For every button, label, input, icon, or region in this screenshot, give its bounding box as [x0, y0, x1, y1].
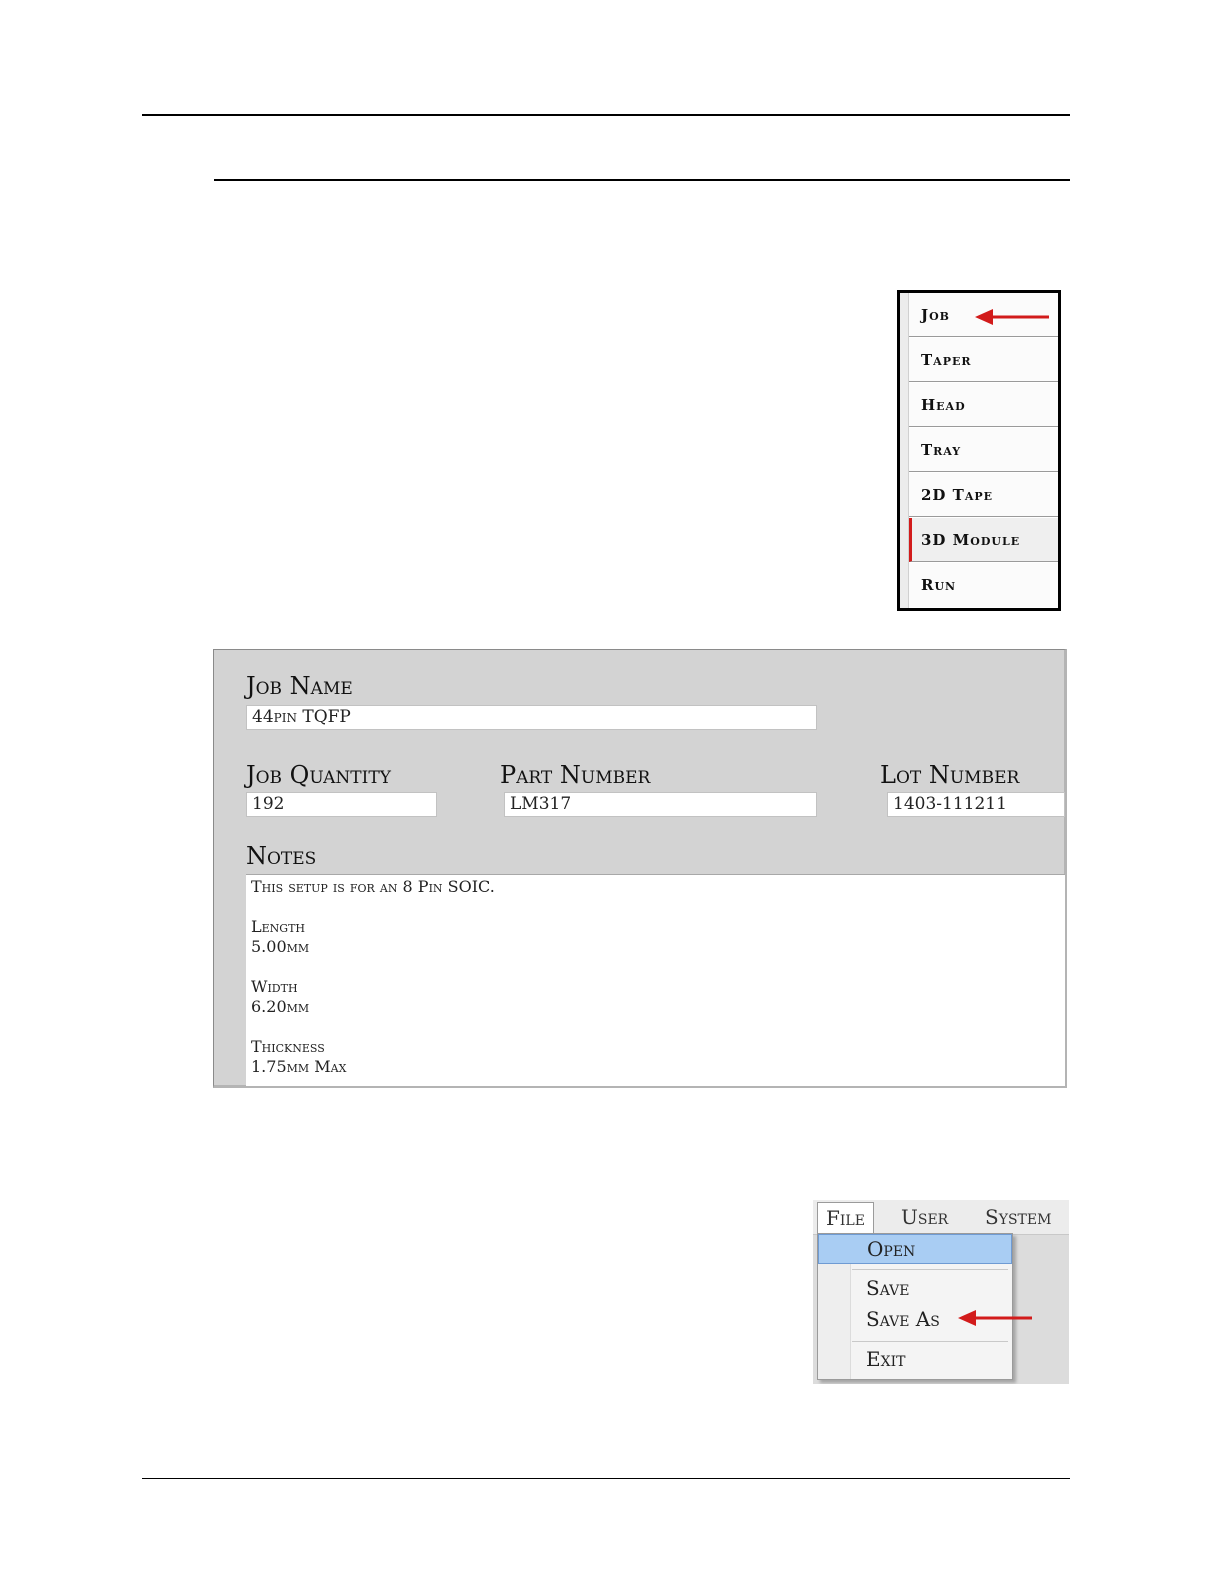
notes-line: 6.20mm [251, 997, 310, 1016]
menu-separator [852, 1341, 1008, 1342]
notes-line: 5.00mm [251, 937, 310, 956]
arrow-icon [975, 306, 1051, 328]
nav-item-job[interactable]: Job [909, 293, 1058, 337]
menu-item-open[interactable]: Open [818, 1234, 1012, 1264]
nav-item-head[interactable]: Head [909, 383, 1058, 427]
menu-file[interactable]: File [817, 1202, 874, 1235]
notes-textarea[interactable] [246, 874, 1065, 1086]
nav-item-2d-tape[interactable]: 2D Tape [909, 473, 1058, 517]
notes-line: 1.75mm Max [251, 1057, 347, 1076]
menu-separator [852, 1269, 1008, 1270]
menu-item-exit[interactable]: Exit [866, 1347, 906, 1371]
arrow-icon [958, 1307, 1034, 1329]
job-quantity-input[interactable]: 192 [246, 792, 437, 817]
menu-item-save-as[interactable]: Save As [866, 1307, 940, 1331]
header-rule-section [214, 179, 1070, 181]
part-number-label: Part Number [500, 761, 651, 789]
nav-item-taper[interactable]: Taper [909, 338, 1058, 382]
menu-system[interactable]: System [985, 1205, 1052, 1229]
header-rule-top [142, 114, 1070, 116]
menu-item-save[interactable]: Save [866, 1276, 910, 1300]
side-nav-menu [897, 290, 1061, 611]
job-form-panel [213, 649, 1067, 1088]
lot-number-input[interactable]: 1403-111211 [887, 792, 1065, 817]
notes-label: Notes [246, 842, 317, 870]
job-quantity-label: Job Quantity [246, 761, 391, 789]
nav-item-run[interactable]: Run [909, 563, 1058, 607]
nav-strip [900, 293, 909, 608]
notes-line [251, 1017, 1060, 1037]
job-name-label: Job Name [246, 672, 353, 700]
notes-line: Width [251, 977, 298, 996]
footer-rule [142, 1478, 1070, 1479]
file-menu-screenshot [813, 1200, 1069, 1384]
job-name-input[interactable]: 44pin TQFP [246, 705, 817, 730]
notes-line [251, 957, 1060, 977]
notes-line: Thickness [251, 1037, 325, 1056]
part-number-input[interactable]: LM317 [504, 792, 817, 817]
notes-line: Length [251, 917, 305, 936]
menubar [813, 1200, 1069, 1235]
nav-item-3d-module[interactable]: 3D Module [909, 518, 1058, 562]
menu-user[interactable]: User [901, 1205, 949, 1229]
notes-line: This setup is for an 8 Pin SOIC. [251, 877, 495, 896]
nav-item-tray[interactable]: Tray [909, 428, 1058, 472]
lot-number-label: Lot Number [880, 761, 1020, 789]
notes-line [251, 897, 1060, 917]
